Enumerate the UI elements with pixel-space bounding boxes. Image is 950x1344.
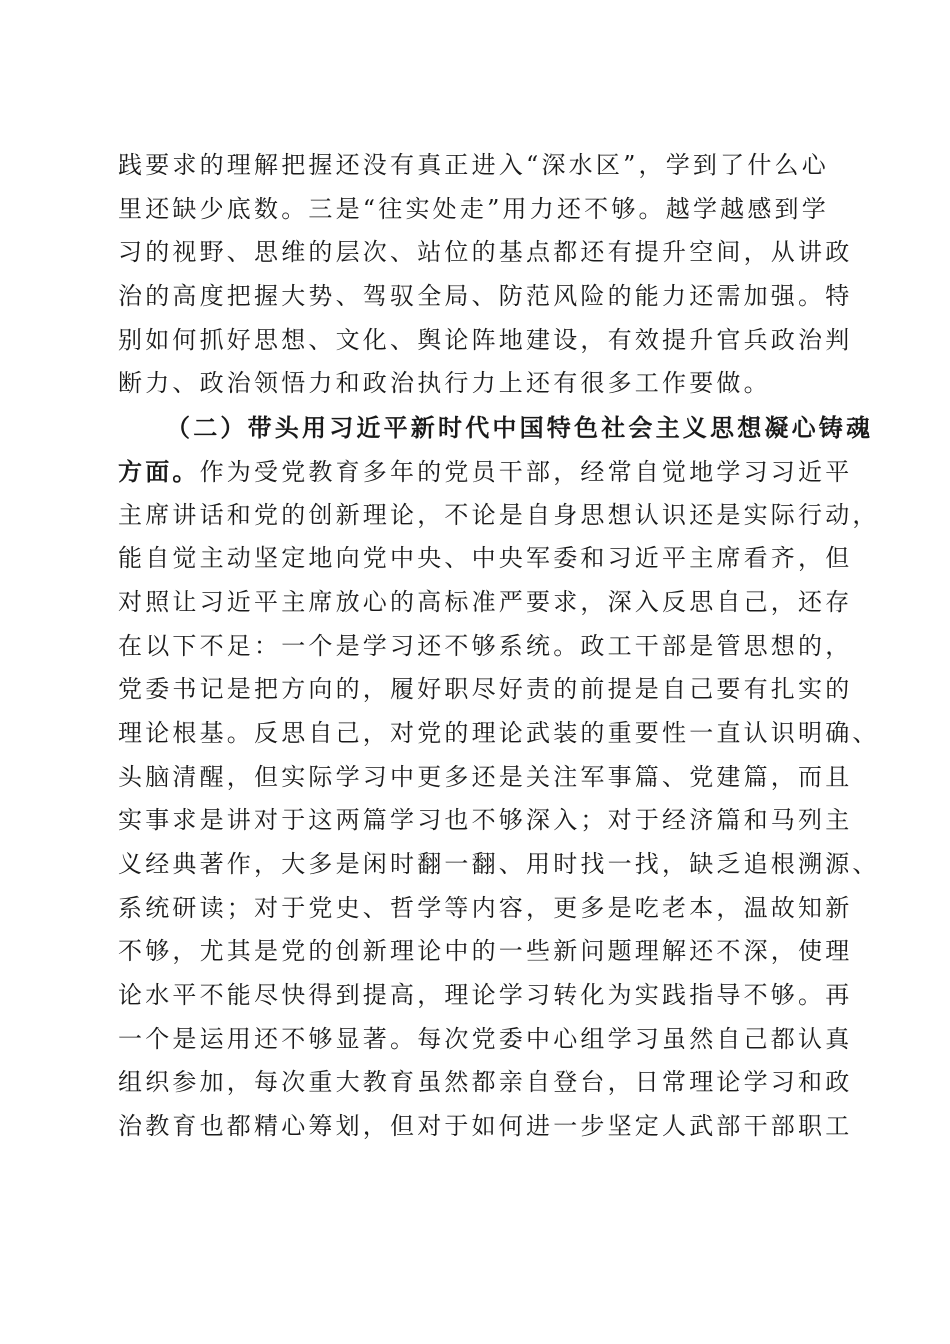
text-line: 论水平不能尽快得到提高，理论学习转化为实践指导不够。再 — [118, 981, 853, 1010]
text-line: 义经典著作，大多是闲时翻一翻、用时找一找，缺乏追根溯源、 — [118, 850, 880, 878]
section-heading-line: （二）带头用习近平新时代中国特色社会主义思想凝心铸魂 — [166, 413, 874, 443]
text-line: 断力、政治领悟力和政治执行力上还有很多工作要做。 — [118, 369, 771, 398]
text-line: 治教育也都精心筹划，但对于如何进一步坚定人武部干部职工 — [118, 1112, 853, 1141]
text-line: 理论根基。反思自己，对党的理论武装的重要性一直认识明确、 — [118, 718, 880, 747]
text-line: 对照让习近平主席放心的高标准严要求，深入反思自己，还存 — [118, 587, 853, 616]
text-line: 组织参加，每次重大教育虽然都亲自登台，日常理论学习和政 — [118, 1068, 853, 1097]
text-line: 在以下不足：一个是学习还不够系统。政工干部是管思想的， — [118, 631, 853, 660]
text-line-rest: 作为受党教育多年的党员干部，经常自觉地学习习近平 — [199, 457, 853, 486]
text-line: 头脑清醒，但实际学习中更多还是关注军事篇、党建篇，而且 — [118, 762, 853, 791]
text-line: 不够，尤其是党的创新理论中的一些新问题理解还不深，使理 — [118, 937, 853, 966]
text-line: 实事求是讲对于这两篇学习也不够深入；对于经济篇和马列主 — [118, 806, 853, 835]
text-line: 践要求的理解把握还没有真正进入“深水区”，学到了什么心 — [118, 151, 829, 179]
text-line: 能自觉主动坚定地向党中央、中央军委和习近平主席看齐，但 — [118, 544, 853, 573]
section-heading-tail: 方面。 — [118, 456, 200, 486]
text-line: 里还缺少底数。三是“往实处走”用力还不够。越学越感到学 — [118, 194, 829, 223]
text-line: 别如何抓好思想、文化、舆论阵地建设，有效提升官兵政治判 — [118, 325, 853, 354]
text-line: 系统研读；对于党史、哲学等内容，更多是吃老本，温故知新 — [118, 893, 853, 922]
text-line-mixed — [118, 450, 853, 494]
text-line: 党委书记是把方向的，履好职尽好责的前提是自己要有扎实的 — [118, 675, 853, 704]
body-text — [118, 144, 880, 1149]
text-line: 习的视野、思维的层次、站位的基点都还有提升空间，从讲政 — [118, 238, 853, 267]
text-line: 一个是运用还不够显著。每次党委中心组学习虽然自己都认真 — [118, 1024, 853, 1053]
text-line: 治的高度把握大势、驾驭全局、防范风险的能力还需加强。特 — [118, 282, 853, 311]
text-line: 主席讲话和党的创新理论，不论是自身思想认识还是实际行动， — [118, 500, 880, 529]
